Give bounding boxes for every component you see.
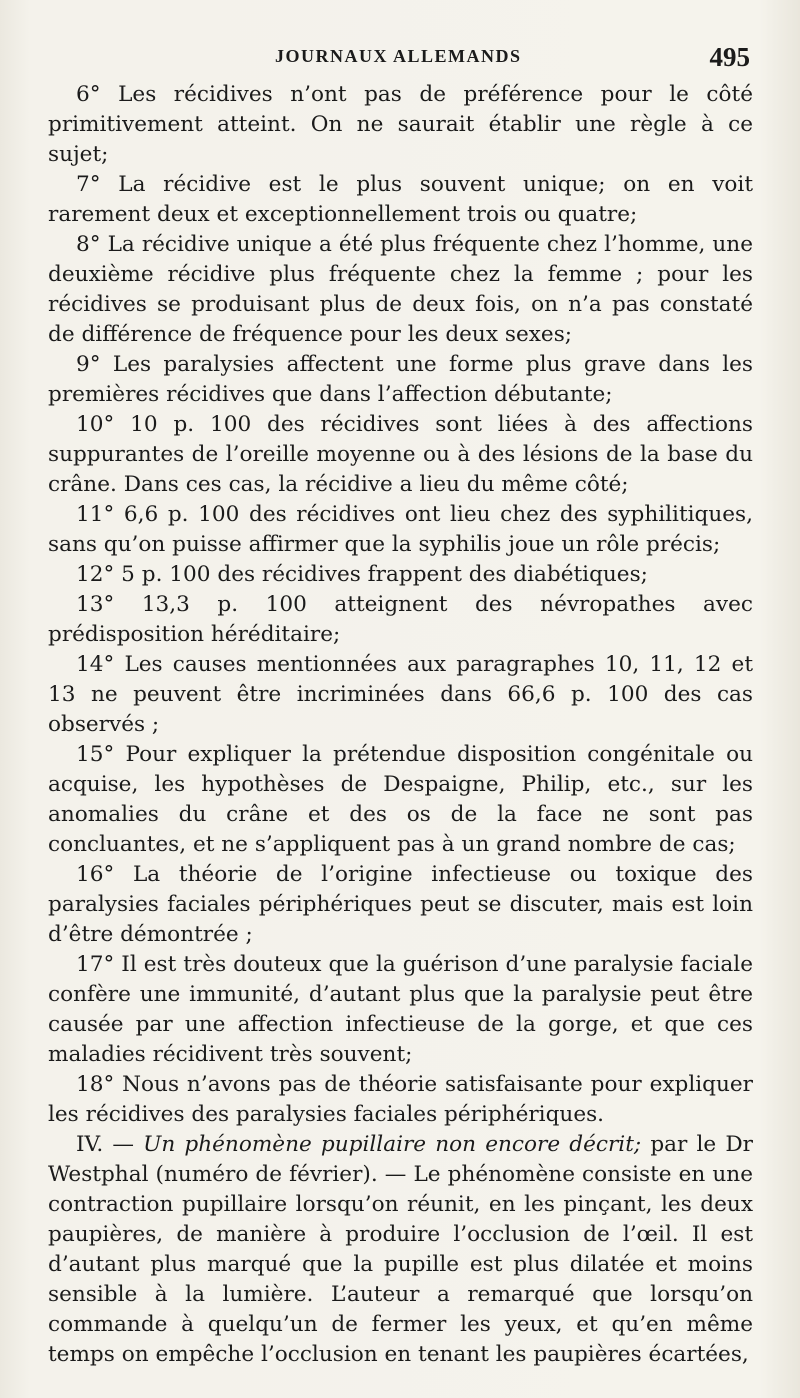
item-number: 8° [76, 232, 101, 257]
list-item [48, 350, 753, 410]
item-text: 5 p. 100 des récidives frappent des diabétiques; [114, 562, 648, 587]
item-text: Pour expliquer la prétendue disposition congénitale ou acquise, les hypothèses de Despaigne, Philip, etc., sur les anomalies du crâne et des os de la face ne sont pas concluantes, et ne s’appliquent pas à un grand nombre de cas; [48, 742, 753, 857]
item-text: 13,3 p. 100 atteignent des névropathes avec prédisposition héréditaire; [48, 592, 753, 647]
item-text: La récidive est le plus souvent unique; on en voit rarement deux et exceptionnellement trois ou quatre; [48, 172, 753, 227]
item-number: 12° [76, 562, 115, 587]
item-number: 7° [76, 172, 101, 197]
item-text: 10 p. 100 des récidives sont liées à des affections suppurantes de l’oreille moyenne ou à des lésions de la base du crâne. Dans ces cas, la récidive a lieu du même côté; [48, 412, 753, 497]
list-item [48, 170, 753, 230]
list-item [48, 230, 753, 350]
section-title: Un phénomène pupillaire non encore décrit; [143, 1132, 642, 1157]
list-item [48, 950, 753, 1070]
list-item [48, 1070, 753, 1130]
section-byline: par le Dr Westphal (numéro de février). — [48, 1132, 753, 1187]
list-item [48, 650, 753, 740]
item-text: Il est très douteux que la guérison d’une paralysie faciale confère une immunité, d’autant plus que la paralysie peut être causée par une affection infectieuse de la gorge, et que ces maladies récidivent très souvent; [48, 952, 753, 1067]
section-text: Le phénomène consiste en une contraction pupillaire lorsqu’on réunit, en les pinçant, les deux paupières, de manière à produire l’occlusion de l’œil. Il est d’autant plus marqué que la pupille est plus dilatée et moins sensible à la lumière. L’auteur a remarqué que lorsqu’on commande à quelqu’un de fermer les yeux, et qu’en même temps on empêche l’occlusion en tenant les paupières écartées, [48, 1162, 753, 1367]
item-number: 14° [76, 652, 115, 677]
list-item [48, 590, 753, 650]
item-text: Les paralysies affectent une forme plus grave dans les premières récidives que dans l’affection débutante; [48, 352, 753, 407]
page-header [0, 44, 800, 74]
item-number: 17° [76, 952, 115, 977]
item-text: Les causes mentionnées aux paragraphes 10, 11, 12 et 13 ne peuvent être incriminées dans 66,6 p. 100 des cas observés ; [48, 652, 753, 737]
item-number: 10° [76, 412, 115, 437]
item-number: 6° [76, 82, 101, 107]
item-number: 9° [76, 352, 101, 377]
article-body [48, 80, 753, 1370]
list-item [48, 560, 753, 590]
item-number: 13° [76, 592, 115, 617]
list-item [48, 500, 753, 560]
list-item [48, 80, 753, 170]
running-title: JOURNAUX ALLEMANDS [275, 46, 522, 66]
item-text: Nous n’avons pas de théorie satisfaisante pour expliquer les récidives des paralysies faciales périphériques. [48, 1072, 753, 1127]
item-number: 11° [76, 502, 115, 527]
item-number: 16° [76, 862, 115, 887]
page-number: 495 [709, 42, 750, 72]
list-item [48, 860, 753, 950]
section-label: IV. — [76, 1132, 144, 1157]
item-text: 6,6 p. 100 des récidives ont lieu chez des syphilitiques, sans qu’on puisse affirmer que la syphilis joue un rôle précis; [48, 502, 753, 557]
item-number: 15° [76, 742, 115, 767]
section-paragraph [48, 1130, 753, 1370]
item-text: Les récidives n’ont pas de préférence pour le côté primitivement atteint. On ne saurait établir une règle à ce sujet; [48, 82, 753, 167]
item-text: La théorie de l’origine infectieuse ou toxique des paralysies faciales périphériques peut se discuter, mais est loin d’être démontrée ; [48, 862, 753, 947]
list-item [48, 740, 753, 860]
list-item [48, 410, 753, 500]
item-number: 18° [76, 1072, 115, 1097]
item-text: La récidive unique a été plus fréquente chez l’homme, une deuxième récidive plus fréquente chez la femme ; pour les récidives se produisant plus de deux fois, on n’a pas constaté de différence de fréquence pour les deux sexes; [48, 232, 753, 347]
